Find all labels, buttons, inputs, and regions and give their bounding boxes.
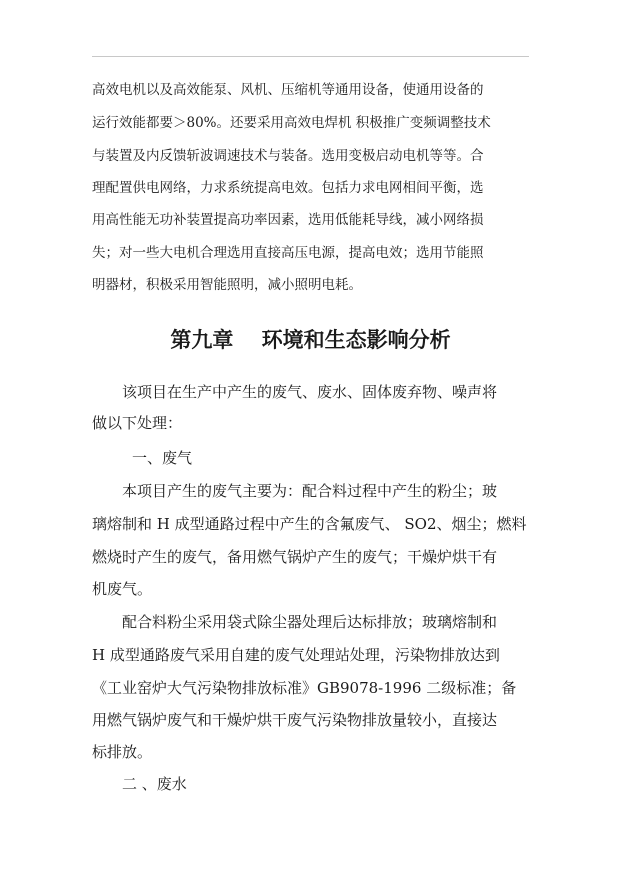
section1-line: 标排放。 xyxy=(92,743,153,761)
section1-line: 燃烧时产生的废气，备用燃气锅炉产生的废气；干燥炉烘干有 xyxy=(92,548,498,566)
section1-line: 用燃气锅炉废气和干燥炉烘干废气污染物排放量较小，直接达 xyxy=(92,711,498,729)
section1-line: 《工业窑炉大气污染物排放标准》GB9078-1996 二级标准；备 xyxy=(92,679,517,697)
paragraph-line: 明器材，积极采用智能照明，减小照明电耗。 xyxy=(92,277,362,293)
section1-line: 璃熔制和 H 成型通路过程中产生的含氟废气、 SO2、烟尘；燃料 xyxy=(92,515,527,533)
paragraph-line: 理配置供电网络，力求系统提高电效。包括力求电网相间平衡，选 xyxy=(92,180,484,196)
section-title-exhaust: 一、废气 xyxy=(132,449,193,467)
paragraph-line: 失；对一些大电机合理选用直接高压电源，提高电效；选用节能照 xyxy=(92,245,484,261)
header-rule xyxy=(92,56,529,57)
paragraph-line: 与装置及内反馈斩波调速技术与装备。选用变极启动电机等等。合 xyxy=(92,148,484,164)
paragraph-line: 用高性能无功补装置提高功率因素，选用低能耗导线，减小网络损 xyxy=(92,212,484,228)
chapter-title: 第九章 环境和生态影响分析 xyxy=(170,327,451,352)
section1-line: H 成型通路废气采用自建的废气处理站处理，污染物排放达到 xyxy=(92,646,500,664)
section-title-wastewater: 二 、废水 xyxy=(122,775,187,793)
intro-line: 该项目在生产中产生的废气、废水、固体废弃物、噪声将 xyxy=(122,383,498,401)
intro-line: 做以下处理： xyxy=(92,414,183,432)
paragraph-line: 高效电机以及高效能泵、风机、压缩机等通用设备，使通用设备的 xyxy=(92,82,484,98)
section1-line: 机废气。 xyxy=(92,580,153,598)
section1-line: 配合料粉尘采用袋式除尘器处理后达标排放；玻璃熔制和 xyxy=(122,613,498,631)
paragraph-line: 运行效能都要＞80%。还要采用高效电焊机 积极推广变频调整技术 xyxy=(92,115,491,131)
section1-line: 本项目产生的废气主要为：配合料过程中产生的粉尘；玻 xyxy=(122,482,498,500)
